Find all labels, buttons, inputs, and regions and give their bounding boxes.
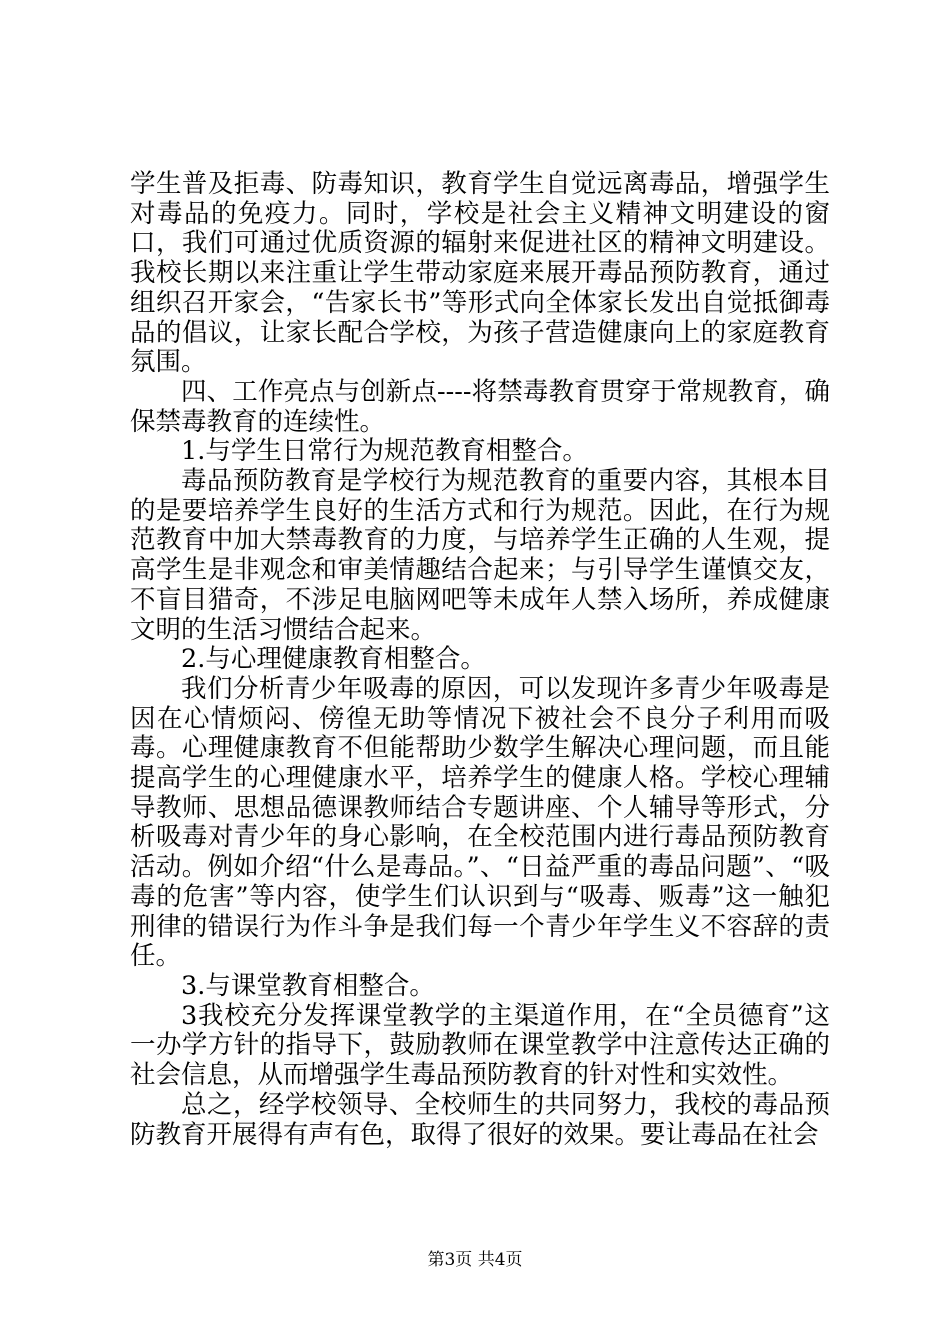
paragraph-9: 总之，经学校领导、全校师生的共同努力，我校的毒品预防教育开展得有声有色，取得了很好的效果。要让毒品在社会 (130, 1089, 830, 1150)
paragraph-3: 1.与学生日常行为规范教育相整合。 (181, 436, 588, 467)
paragraph-4: 毒品预防教育是学校行为规范教育的重要内容，其根本目的是要培养学生良好的生活方式和行为规范。因此，在行为规范教育中加大禁毒教育的力度，与培养学生正确的人生观，提高学生是非观念和审美情趣结合起来；与引导学生谨慎交友，不盲目猎奇，不涉足电脑网吧等未成年人禁入场所，养成健康文明的生活习惯结合起来。 (130, 466, 830, 645)
page-number-footer: 第3页 共4页 (427, 1250, 523, 1270)
paragraph-2: 四、工作亮点与创新点----将禁毒教育贯穿于常规教育，确保禁毒教育的连续性。 (130, 376, 830, 437)
paragraph-6: 我们分析青少年吸毒的原因，可以发现许多青少年吸毒是因在心情烦闷、傍徨无助等情况下被社会不良分子利用而吸毒。心理健康教育不但能帮助少数学生解决心理问题，而且能提高学生的心理健康水平，培养学生的健康人格。学校心理辅导教师、思想品德课教师结合专题讲座、个人辅导等形式，分析吸毒对青少年的身心影响，在全校范围内进行毒品预防教育活动。例如介绍“什么是毒品。”、“日益严重的毒品问题”、“吸毒的危害”等内容，使学生们认识到与“吸毒、贩毒”这一触犯刑律的错误行为作斗争是我们每一个青少年学生义不容辞的责任。 (130, 673, 830, 972)
paragraph-5: 2.与心理健康教育相整合。 (181, 644, 486, 675)
document-body (130, 170, 830, 1150)
paragraph-1: 学生普及拒毒、防毒知识，教育学生自觉远离毒品，增强学生对毒品的免疫力。同时，学校是社会主义精神文明建设的窗口，我们可通过优质资源的辐射来促进社区的精神文明建设。我校长期以来注重让学生带动家庭来展开毒品预防教育，通过组织召开家会，“告家长书”等形式向全体家长发出自觉抵御毒品的倡议，让家长配合学校，为孩子营造健康向上的家庭教育氛围。 (130, 169, 830, 378)
paragraph-7: 3.与课堂教育相整合。 (181, 970, 435, 1001)
paragraph-8: 3我校充分发挥课堂教学的主渠道作用，在“全员德育”这一办学方针的指导下，鼓励教师在课堂教学中注意传达正确的社会信息，从而增强学生毒品预防教育的针对性和实效性。 (130, 1000, 830, 1091)
